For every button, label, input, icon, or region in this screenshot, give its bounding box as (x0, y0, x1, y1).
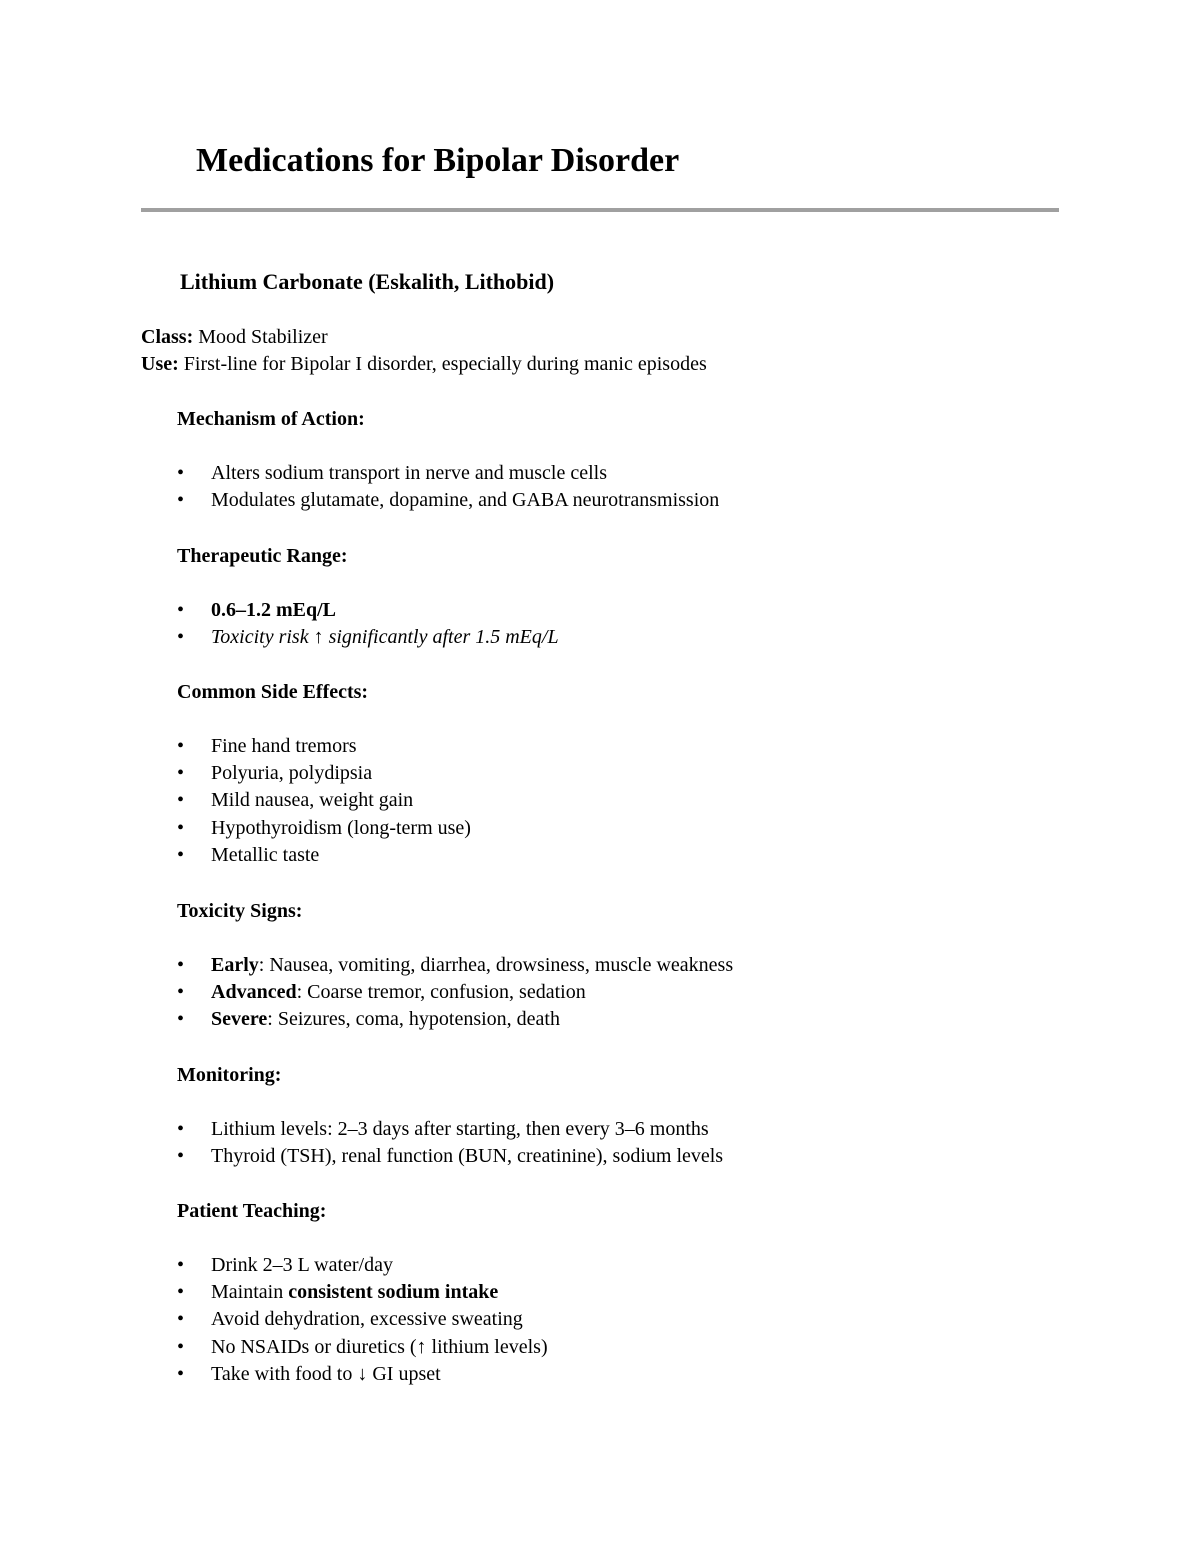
bullet-icon: • (177, 735, 185, 757)
toxicity-advanced-text: : Coarse tremor, confusion, sedation (296, 981, 586, 1004)
bullet-icon: • (177, 599, 185, 621)
monitoring-list (177, 1116, 723, 1170)
list-item-text: Polyuria, polydipsia (211, 762, 373, 785)
toxicity-early-label: Early (211, 954, 259, 976)
list-item (177, 1361, 548, 1388)
list-item-emphasis: consistent sodium intake (288, 1281, 499, 1304)
list-item (177, 597, 559, 624)
bullet-icon: • (177, 789, 185, 812)
side-effects-list (177, 733, 471, 869)
bullet-icon: • (177, 462, 185, 484)
list-item (177, 460, 719, 487)
use-line (141, 351, 707, 378)
bullet-icon: • (177, 1008, 185, 1031)
bullet-icon: • (177, 1335, 185, 1358)
list-item (177, 787, 471, 814)
list-item-text: Fine hand tremors (211, 735, 357, 757)
list-item (177, 979, 733, 1006)
list-item (177, 733, 471, 760)
section-heading-toxicity: Toxicity Signs: (177, 900, 303, 922)
class-label: Class: (141, 326, 194, 348)
class-line (141, 324, 707, 351)
list-item (177, 1306, 548, 1333)
bullet-icon: • (177, 626, 185, 649)
toxicity-list (177, 952, 733, 1034)
bullet-icon: • (177, 762, 185, 785)
list-item-text: Hypothyroidism (long-term use) (211, 816, 471, 839)
title-divider (141, 208, 1059, 212)
list-item (177, 487, 719, 514)
bullet-icon: • (177, 1118, 185, 1140)
bullet-icon: • (177, 489, 185, 512)
list-item (177, 1116, 723, 1143)
mechanism-list (177, 460, 719, 514)
list-item (177, 1252, 548, 1279)
use-value: First-line for Bipolar I disorder, especially during manic episodes (183, 353, 707, 375)
section-side-effects (177, 679, 471, 869)
therapeutic-list (177, 597, 559, 651)
section-mechanism (177, 406, 719, 514)
toxicity-advanced-label: Advanced (211, 981, 297, 1004)
drug-title: Lithium Carbonate (Eskalith, Lithobid) (180, 269, 555, 294)
section-therapeutic (177, 543, 559, 651)
list-item-text: Thyroid (TSH), renal function (BUN, creatinine), sodium levels (211, 1145, 724, 1168)
section-heading-monitoring: Monitoring: (177, 1064, 282, 1086)
therapeutic-range-value: 0.6–1.2 mEq/L (211, 599, 337, 621)
list-item (177, 842, 471, 869)
list-item (177, 624, 559, 651)
bullet-icon: • (177, 1308, 185, 1331)
list-item (177, 1143, 723, 1170)
bullet-icon: • (177, 954, 185, 976)
bullet-icon: • (177, 981, 185, 1004)
section-monitoring (177, 1062, 723, 1170)
section-heading-teaching: Patient Teaching: (177, 1200, 327, 1222)
list-item (177, 1006, 733, 1033)
list-item-text: Maintain (211, 1281, 289, 1304)
list-item-text: Modulates glutamate, dopamine, and GABA neurotransmission (211, 489, 720, 512)
list-item-text: Drink 2–3 L water/day (211, 1254, 393, 1276)
list-item (177, 1279, 548, 1306)
bullet-icon: • (177, 1281, 185, 1304)
toxicity-early-text: : Nausea, vomiting, diarrhea, drowsiness, muscle weakness (258, 954, 734, 976)
list-item-text: Alters sodium transport in nerve and muscle cells (211, 462, 608, 484)
list-item (177, 815, 471, 842)
toxicity-severe-text: : Seizures, coma, hypotension, death (267, 1008, 560, 1031)
bullet-icon: • (177, 816, 185, 839)
section-toxicity (177, 898, 733, 1034)
toxicity-note: Toxicity risk ↑ significantly after 1.5 mEq/L (211, 626, 559, 649)
bullet-icon: • (177, 1145, 185, 1168)
section-heading-therapeutic: Therapeutic Range: (177, 545, 348, 567)
list-item (177, 1334, 548, 1361)
toxicity-severe-label: Severe (211, 1008, 268, 1031)
list-item-text: Take with food to ↓ GI upset (211, 1362, 441, 1385)
list-item-text: Lithium levels: 2–3 days after starting, then every 3–6 months (211, 1118, 709, 1140)
use-label: Use: (141, 353, 179, 375)
teaching-list (177, 1252, 548, 1388)
bullet-icon: • (177, 843, 185, 866)
list-item-text: Metallic taste (211, 843, 320, 866)
list-item-text: Mild nausea, weight gain (211, 789, 414, 812)
class-value: Mood Stabilizer (198, 326, 328, 348)
section-teaching (177, 1198, 548, 1388)
page-title: Medications for Bipolar Disorder (196, 142, 680, 179)
bullet-icon: • (177, 1254, 185, 1276)
list-item (177, 952, 733, 979)
section-heading-side-effects: Common Side Effects: (177, 681, 369, 703)
list-item (177, 760, 471, 787)
section-heading-mechanism: Mechanism of Action: (177, 408, 365, 430)
list-item-text: No NSAIDs or diuretics (↑ lithium levels) (211, 1335, 548, 1358)
drug-meta (141, 324, 707, 378)
list-item-text: Avoid dehydration, excessive sweating (211, 1308, 523, 1331)
bullet-icon: • (177, 1362, 185, 1385)
